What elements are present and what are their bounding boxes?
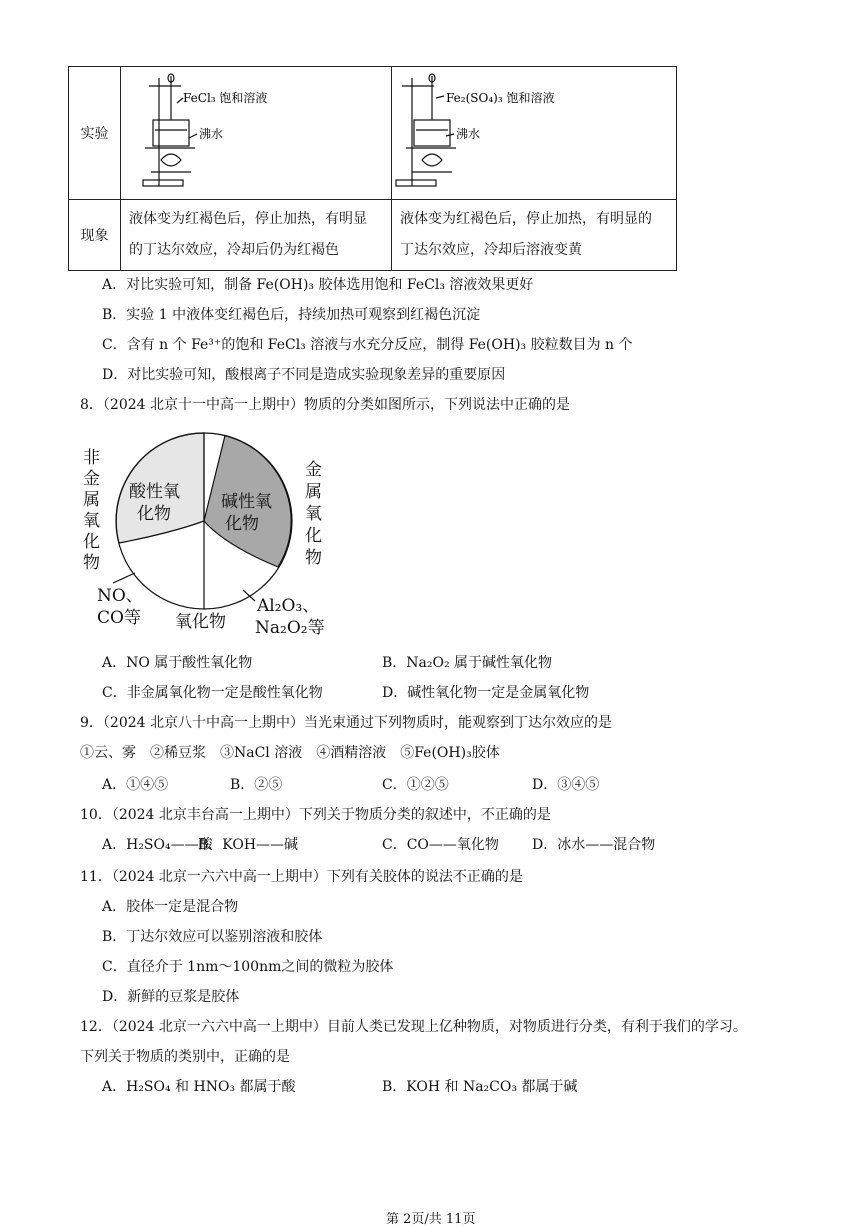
- q10-option-b: B．KOH——碱: [198, 837, 299, 853]
- q12-stem-line2: 下列关于物质的类别中，正确的是: [80, 1049, 290, 1065]
- q8-stem: 8．（2024 北京十一中高一上期中）物质的分类如图所示，下列说法中正确的是: [80, 397, 570, 413]
- phenomenon-2-cell: [392, 200, 677, 271]
- left-label-char-2: 属: [83, 490, 100, 510]
- q9-items: ①云、雾 ②稀豆浆 ③NaCl 溶液 ④酒精溶液 ⑤Fe(OH)₃胶体: [80, 745, 500, 761]
- q7-option-d: D．对比实验可知，酸根离子不同是造成实验现象差异的重要原因: [102, 367, 506, 383]
- q7-option-a: A．对比实验可知，制备 Fe(OH)₃ 胶体选用饱和 FeCl₃ 溶液效果更好: [102, 277, 534, 293]
- exp2-water-label: 沸水: [456, 126, 481, 141]
- left-label-char-0: 非: [83, 448, 100, 468]
- experiment-2-apparatus: [392, 68, 676, 199]
- left-label-char-5: 物: [83, 553, 100, 573]
- q10-stem: 10．（2024 北京丰台高一上期中）下列关于物质分类的叙述中，不正确的是: [80, 807, 551, 823]
- exp1-reagent-label: FeCl₃ 饱和溶液: [183, 90, 268, 105]
- q8-option-b: B．Na₂O₂ 属于碱性氧化物: [382, 655, 553, 671]
- phenomenon-2-line2: 丁达尔效应，冷却后溶液变黄: [400, 242, 582, 258]
- q9-option-d: D．③④⑤: [532, 777, 600, 793]
- no-co-label-2: CO等: [97, 608, 141, 628]
- page-footer: 第 2页/共 11页: [386, 1212, 476, 1227]
- q12-stem-line1: 12．（2024 北京一六六中高一上期中）目前人类已发现上亿种物质，对物质进行分类，有利于我们的学习。: [80, 1019, 747, 1035]
- basic-oxide-label-2: 化物: [225, 514, 259, 534]
- experiment-1-apparatus: [121, 68, 391, 199]
- q11-option-a: A．胶体一定是混合物: [102, 899, 239, 915]
- right-label-char-2: 氧: [305, 504, 322, 524]
- al2o3-label-1: Al₂O₃、: [257, 596, 320, 616]
- row-label-experiment: 实验: [69, 67, 121, 200]
- q10-option-a: A．H₂SO₄——酸: [102, 837, 213, 853]
- q9-option-a: A．①④⑤: [102, 777, 169, 793]
- phenomenon-1-line1: 液体变为红褐色后，停止加热，有明显: [129, 211, 367, 227]
- phenomenon-1-line2: 的丁达尔效应，冷却后仍为红褐色: [129, 242, 339, 258]
- q10-option-d: D．冰水——混合物: [532, 837, 656, 853]
- exp2-reagent-label: Fe₂(SO₄)₃ 饱和溶液: [446, 90, 555, 105]
- phenomenon-1-cell: [121, 200, 392, 271]
- q12-option-b: B．KOH 和 Na₂CO₃ 都属于碱: [382, 1079, 578, 1095]
- no-co-label-1: NO、: [97, 586, 143, 606]
- experiment-2-cell: [392, 67, 677, 200]
- experiment-table: [68, 66, 677, 271]
- right-label-char-3: 化: [305, 526, 322, 546]
- row-label-phenomenon: 现象: [69, 200, 121, 271]
- q9-option-b: B．②⑤: [230, 777, 283, 793]
- q8-option-d: D．碱性氧化物一定是金属氧化物: [382, 685, 590, 701]
- q8-option-c: C．非金属氧化物一定是酸性氧化物: [102, 685, 323, 701]
- q9-stem: 9．（2024 北京八十中高一上期中）当光束通过下列物质时，能观察到丁达尔效应的是: [80, 715, 612, 731]
- q11-option-b: B．丁达尔效应可以鉴别溶液和胶体: [102, 929, 323, 945]
- q8-option-a: A．NO 属于酸性氧化物: [102, 655, 253, 671]
- q11-option-c: C．直径介于 1nm～100nm之间的微粒为胶体: [102, 959, 394, 975]
- q11-option-d: D．新鲜的豆浆是胶体: [102, 989, 240, 1005]
- right-label-char-4: 物: [305, 548, 322, 568]
- right-label-char-0: 金: [305, 460, 322, 480]
- q9-option-c: C．①②⑤: [382, 777, 449, 793]
- right-label-char-1: 属: [305, 482, 322, 502]
- q11-stem: 11．（2024 北京一六六中高一上期中）下列有关胶体的说法不正确的是: [80, 869, 523, 885]
- left-label-char-4: 化: [83, 532, 100, 552]
- q7-option-c: C．含有 n 个 Fe³⁺的饱和 FeCl₃ 溶液与水充分反应，制得 Fe(OH)₃ 胶粒数目为 n 个: [102, 337, 633, 353]
- acid-oxide-label-2: 化物: [137, 504, 171, 524]
- left-label-char-1: 金: [83, 469, 100, 489]
- q10-option-c: C．CO——氧化物: [382, 837, 499, 853]
- phenomenon-2-line1: 液体变为红褐色后，停止加热，有明显的: [400, 211, 652, 227]
- oxide-label: 氧化物: [175, 612, 226, 632]
- basic-oxide-label-1: 碱性氧: [221, 492, 272, 512]
- exp1-water-label: 沸水: [199, 126, 224, 141]
- acid-oxide-label-1: 酸性氧: [129, 482, 180, 502]
- q12-option-a: A．H₂SO₄ 和 HNO₃ 都属于酸: [102, 1079, 296, 1095]
- left-label-char-3: 氧: [83, 511, 100, 531]
- oxide-classification-diagram: [75, 425, 345, 640]
- experiment-1-cell: [121, 67, 392, 200]
- q7-option-b: B．实验 1 中液体变红褐色后，持续加热可观察到红褐色沉淀: [102, 307, 481, 323]
- al2o3-label-2: Na₂O₂等: [255, 618, 325, 638]
